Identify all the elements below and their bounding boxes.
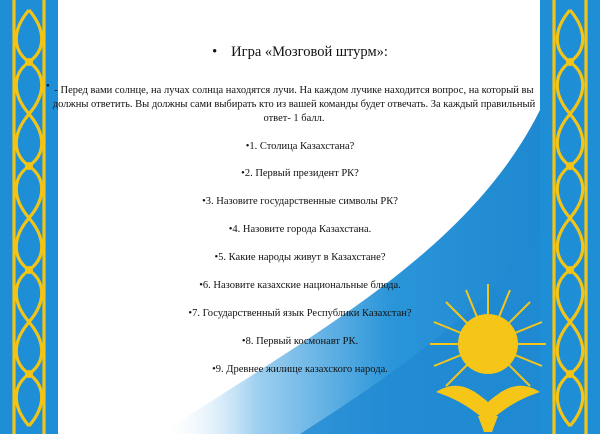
question-7: •7. Государственный язык Республики Казахстан? xyxy=(188,308,412,319)
title-text: Игра «Мозговой штурм»: xyxy=(231,44,388,60)
question-5: •5. Какие народы живут в Казахстане? xyxy=(214,252,386,263)
question-2: •2. Первый президент РК? xyxy=(241,168,359,179)
intro-bullet: • xyxy=(46,81,50,92)
question-8: •8. Первый космонавт РК. xyxy=(241,336,359,347)
title-bullet: • xyxy=(212,44,218,60)
question-1: •1. Столица Казахстана? xyxy=(245,141,355,152)
question-3: •3. Назовите государственные символы РК? xyxy=(202,196,398,207)
question-9: •9. Древнее жилище казахского народа. xyxy=(212,364,388,375)
intro-text: - Перед вами солнце, на лучах солнца находятся лучи. На каждом лучике находится вопрос, на который вы должны ответить. Вы должны сами выбирать кто из вашей команды будет отвечать. За каждый правильный ответ- 1 балл. xyxy=(52,85,536,124)
question-6: •6. Назовите казахские национальные блюда. xyxy=(199,280,401,291)
slide-title xyxy=(30,44,570,61)
intro-paragraph xyxy=(44,81,544,126)
slide-content xyxy=(30,0,570,434)
question-4: •4. Назовите города Казахстана. xyxy=(228,224,372,235)
